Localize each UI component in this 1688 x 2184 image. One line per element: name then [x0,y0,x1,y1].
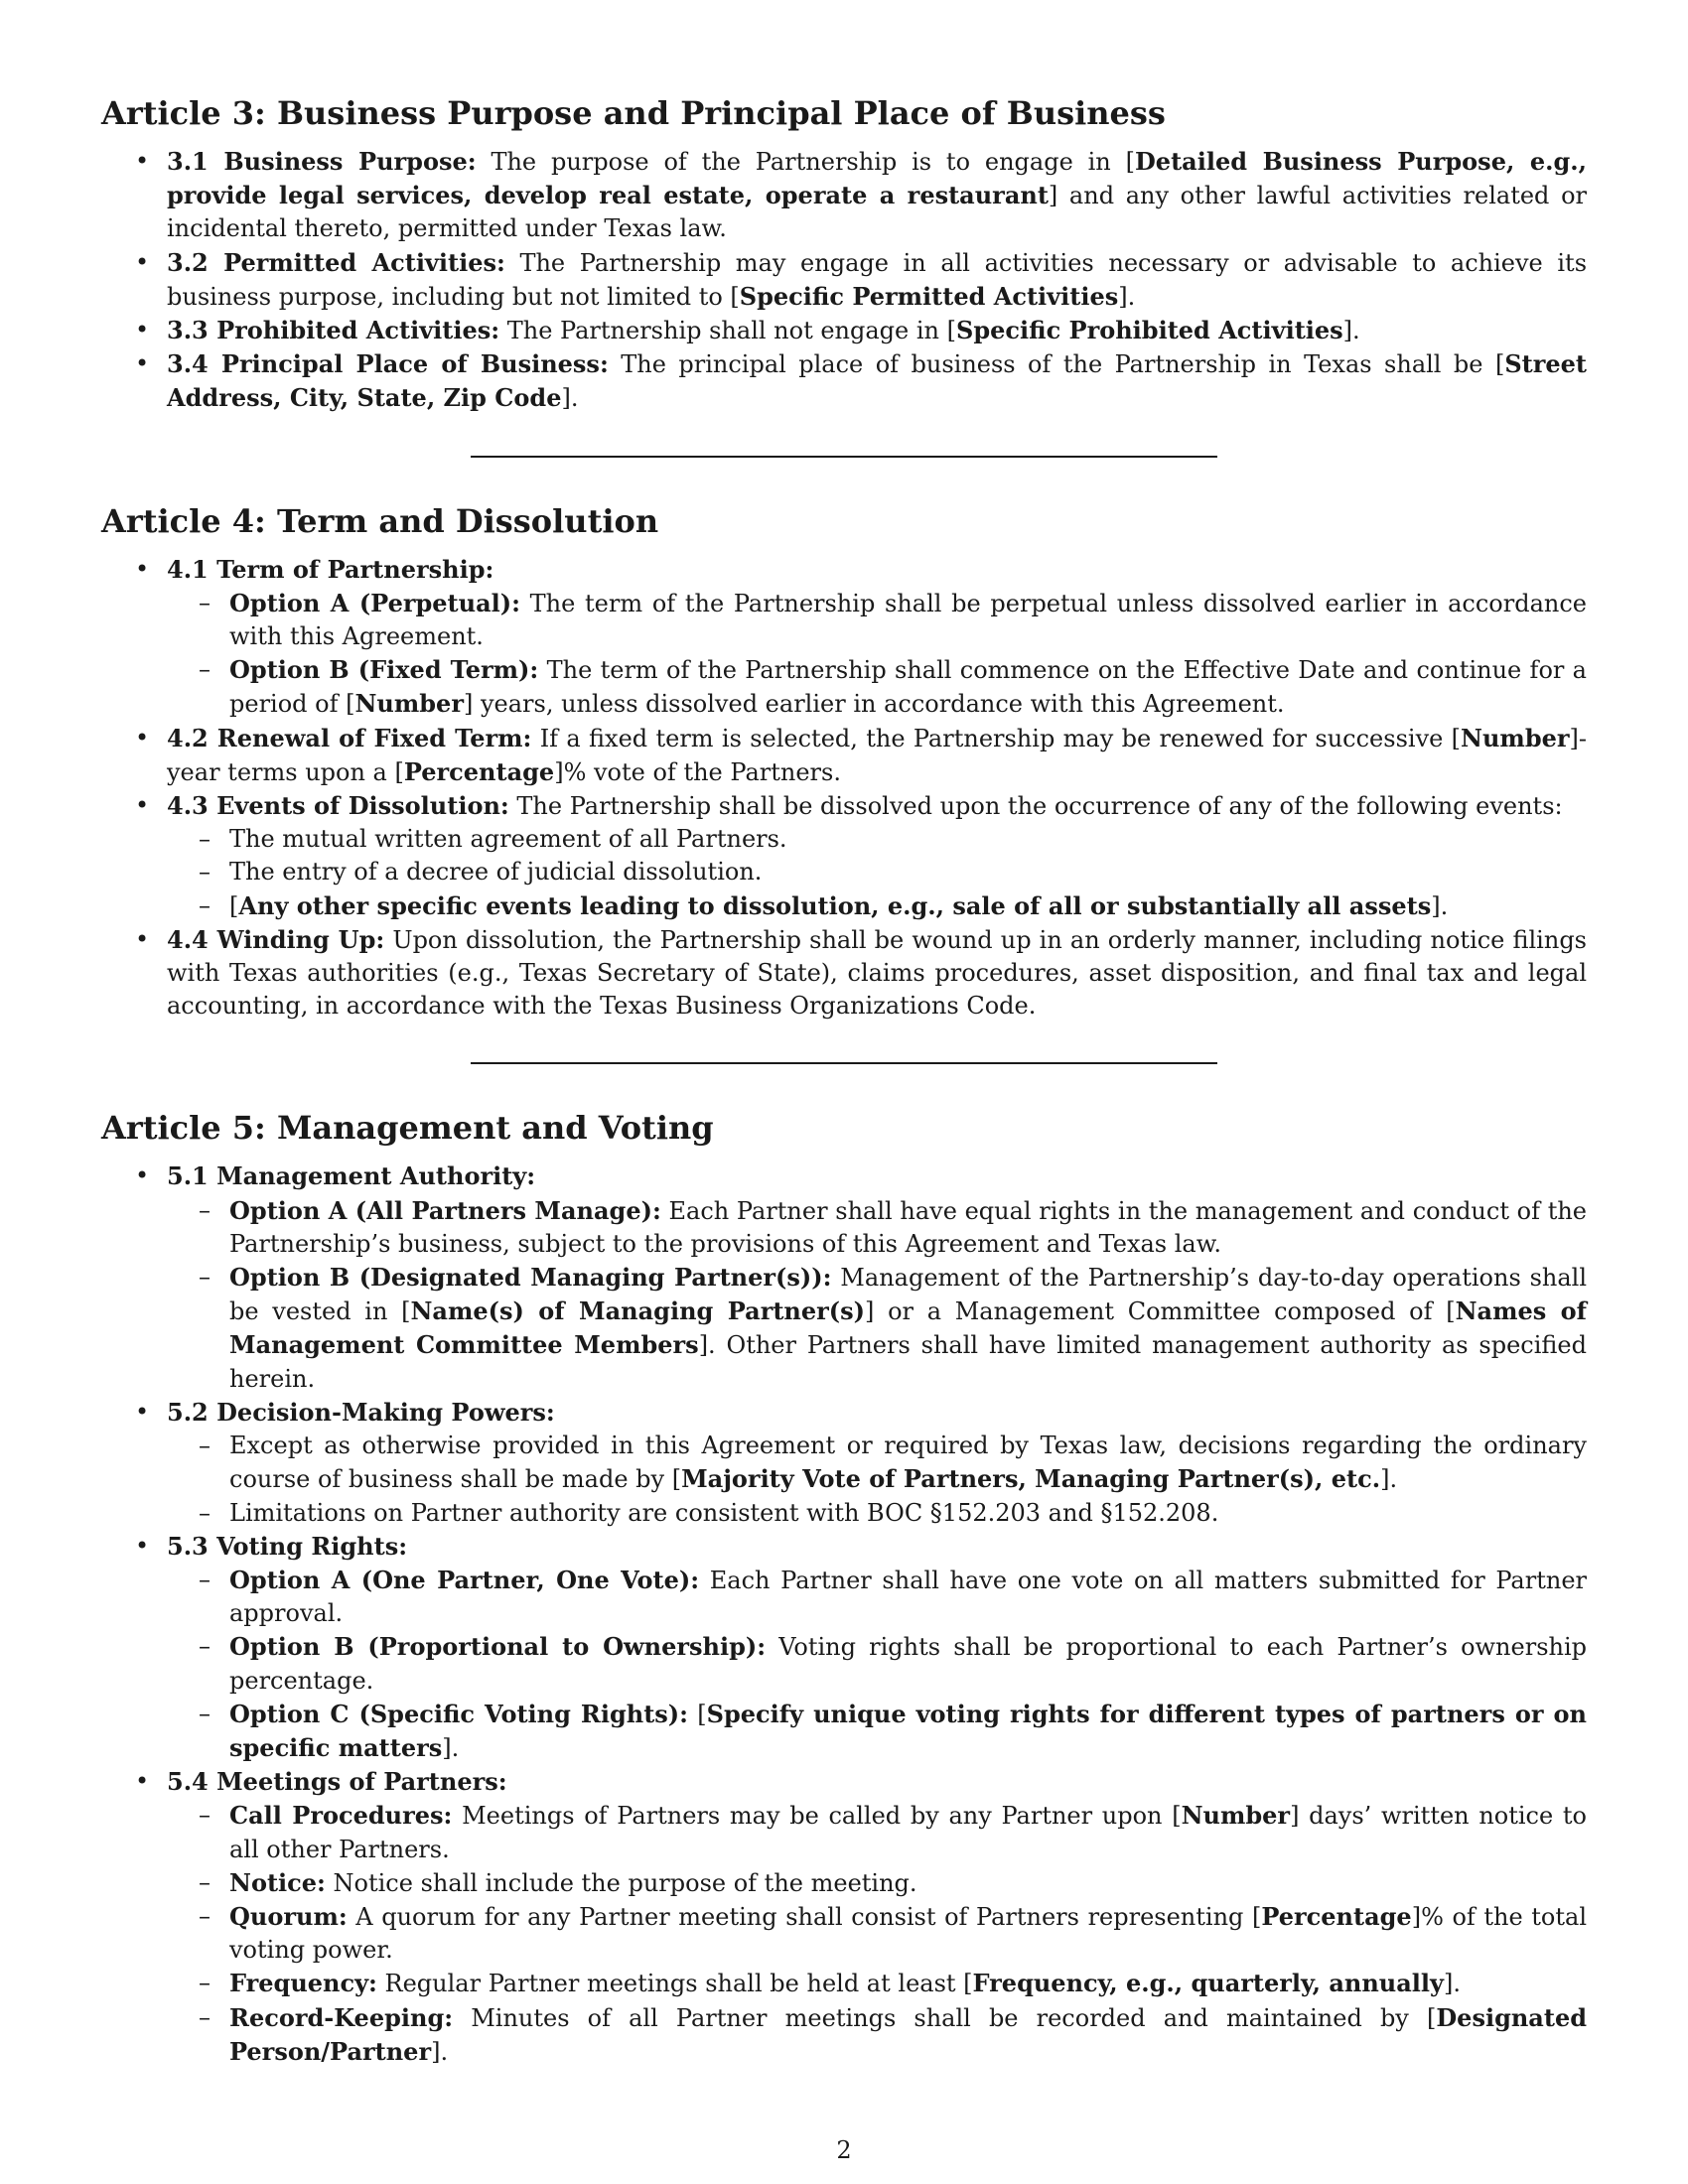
article-5-heading: Article 5: Management and Voting [101,1109,714,1148]
term-option-a: – Option A (Perpetual): The term of the Partnership shall be perpetual unless dissolved earlier in accordance with this Agreement. [167,587,1587,653]
section-5-2: • 5.2 Decision-Making Powers: – Except as otherwise provided in this Agreement or required by Texas law, decisions regarding the ordinary course of business shall be made by [Majority Vote of Partners, Managing Partner(s), etc.]. – Limitations on Partner authority are consistent with BOC §152.203 and §152.208. [101,1396,1587,1530]
meeting-quorum: – Quorum: A quorum for any Partner meeting shall consist of Partners representing [Percentage]% of the total voting power. [167,1900,1587,1967]
section-4-1: • 4.1 Term of Partnership: – Option A (Perpetual): The term of the Partnership shall be perpetual unless dissolved earlier in accordance with this Agreement. – Option B (Fixed Term): The term of the Partnership shall commence on the Effective Date and continue for a period of [Number] years, unless dissolved earlier in accordance with this Agreement. [101,553,1587,722]
article-3-list [101,145,1587,416]
management-option-b: – Option B (Designated Managing Partner(s)): Management of the Partnership’s day-to-day operations shall be vested in [Name(s) of Managing Partner(s)] or a Management Committee composed of [Names of Management Committee Members]. Other Partners shall have limited management authority as specified herein. [167,1261,1587,1396]
voting-option-a: – Option A (One Partner, One Vote): Each Partner shall have one vote on all matters submitted for Partner approval. [167,1564,1587,1630]
section-5-3: • 5.3 Voting Rights: – Option A (One Partner, One Vote): Each Partner shall have one vote on all matters submitted for Partner approval. – Option B (Proportional to Ownership): Voting rights shall be proportional to each Partner’s ownership percentage. – Option C (Specific Voting Rights): [Specify unique voting rights for different types of partners or on specific matters]. [101,1530,1587,1765]
section-4-2: • 4.2 Renewal of Fixed Term: If a fixed term is selected, the Partnership may be renewed for successive [Number]-year terms upon a [Percentage]% vote of the Partners. [101,722,1587,789]
section-4-4: • 4.4 Winding Up: Upon dissolution, the Partnership shall be wound up in an orderly manner, including notice filings with Texas authorities (e.g., Texas Secretary of State), claims procedures, asset disposition, and final tax and legal accounting, in accordance with the Texas Business Organizations Code. [101,923,1587,1024]
page-number: 2 [836,2136,852,2164]
meeting-call-procedures: – Call Procedures: Meetings of Partners may be called by any Partner upon [Number] days’ written notice to all other Partners. [167,1799,1587,1865]
dissolution-event: – The entry of a decree of judicial dissolution. [167,856,1587,888]
voting-option-b: – Option B (Proportional to Ownership): Voting rights shall be proportional to each Partner’s ownership percentage. [167,1630,1587,1697]
decision-items [167,1430,1587,1530]
section-divider [471,1062,1217,1064]
article-5-list [101,1160,1587,2068]
meeting-record-keeping: – Record-Keeping: Minutes of all Partner meetings shall be recorded and maintained by [Designated Person/Partner]. [167,2001,1587,2069]
article-4-heading: Article 4: Term and Dissolution [101,501,659,540]
section-5-4: • 5.4 Meetings of Partners: – Call Procedures: Meetings of Partners may be called by any Partner upon [Number] days’ written notice to all other Partners. – Notice: Notice shall include the purpose of the meeting. – Quorum: A quorum for any Partner meeting shall consist of Partners representing [Percentage]% of the total voting power. – Frequency: Regular Partner meetings shall be held at least [Frequency, e.g., quarterly, annually]. – Record-Keeping: Minutes of all Partner meetings shall be recorded and maintained by [Designated Person/Partner]. [101,1765,1587,2069]
meeting-provisions [167,1799,1587,2069]
article-4-list [101,553,1587,1024]
article-3-heading: Article 3: Business Purpose and Principal Place of Business [101,94,1166,132]
section-5-1: • 5.1 Management Authority: – Option A (All Partners Manage): Each Partner shall have equal rights in the management and conduct of the Partnership’s business, subject to the provisions of this Agreement and Texas law. – Option B (Designated Managing Partner(s)): Management of the Partnership’s day-to-day operations shall be vested in [Name(s) of Managing Partner(s)] or a Management Committee composed of [Names of Management Committee Members]. Other Partners shall have limited management authority as specified herein. [101,1160,1587,1395]
voting-options [167,1564,1587,1765]
dissolution-event: – [Any other specific events leading to dissolution, e.g., sale of all or substantially all assets]. [167,889,1587,923]
term-options [167,587,1587,722]
section-3-2: • 3.2 Permitted Activities: The Partnership may engage in all activities necessary or advisable to achieve its business purpose, including but not limited to [Specific Permitted Activities]. [101,246,1587,314]
dissolution-events [167,823,1587,923]
management-options [167,1194,1587,1396]
management-option-a: – Option A (All Partners Manage): Each Partner shall have equal rights in the management and conduct of the Partnership’s business, subject to the provisions of this Agreement and Texas law. [167,1194,1587,1261]
document-page [101,91,1587,2069]
section-3-3: • 3.3 Prohibited Activities: The Partnership shall not engage in [Specific Prohibited Activities]. [101,314,1587,347]
decision-item: – Except as otherwise provided in this Agreement or required by Texas law, decisions regarding the ordinary course of business shall be made by [Majority Vote of Partners, Managing Partner(s), etc.]. [167,1430,1587,1496]
section-divider [471,456,1217,458]
voting-option-c: – Option C (Specific Voting Rights): [Specify unique voting rights for different types of partners or on specific matters]. [167,1698,1587,1765]
meeting-frequency: – Frequency: Regular Partner meetings shall be held at least [Frequency, e.g., quarterly, annually]. [167,1967,1587,2000]
decision-item: – Limitations on Partner authority are consistent with BOC §152.203 and §152.208. [167,1497,1587,1530]
meeting-notice: – Notice: Notice shall include the purpose of the meeting. [167,1866,1587,1900]
term-option-b: – Option B (Fixed Term): The term of the Partnership shall commence on the Effective Date and continue for a period of [Number] years, unless dissolved earlier in accordance with this Agreement. [167,653,1587,721]
dissolution-event: – The mutual written agreement of all Partners. [167,823,1587,856]
section-3-1: • 3.1 Business Purpose: The purpose of the Partnership is to engage in [Detailed Business Purpose, e.g., provide legal services, develop real estate, operate a restaurant] and any other lawful activities related or incidental thereto, permitted under Texas law. [101,145,1587,246]
section-3-4: • 3.4 Principal Place of Business: The principal place of business of the Partnership in Texas shall be [Street Address, City, State, Zip Code]. [101,347,1587,415]
section-4-3: • 4.3 Events of Dissolution: The Partnership shall be dissolved upon the occurrence of any of the following events: – The mutual written agreement of all Partners. – The entry of a decree of judicial dissolution. – [Any other specific events leading to dissolution, e.g., sale of all or substantially all assets]. [101,789,1587,923]
